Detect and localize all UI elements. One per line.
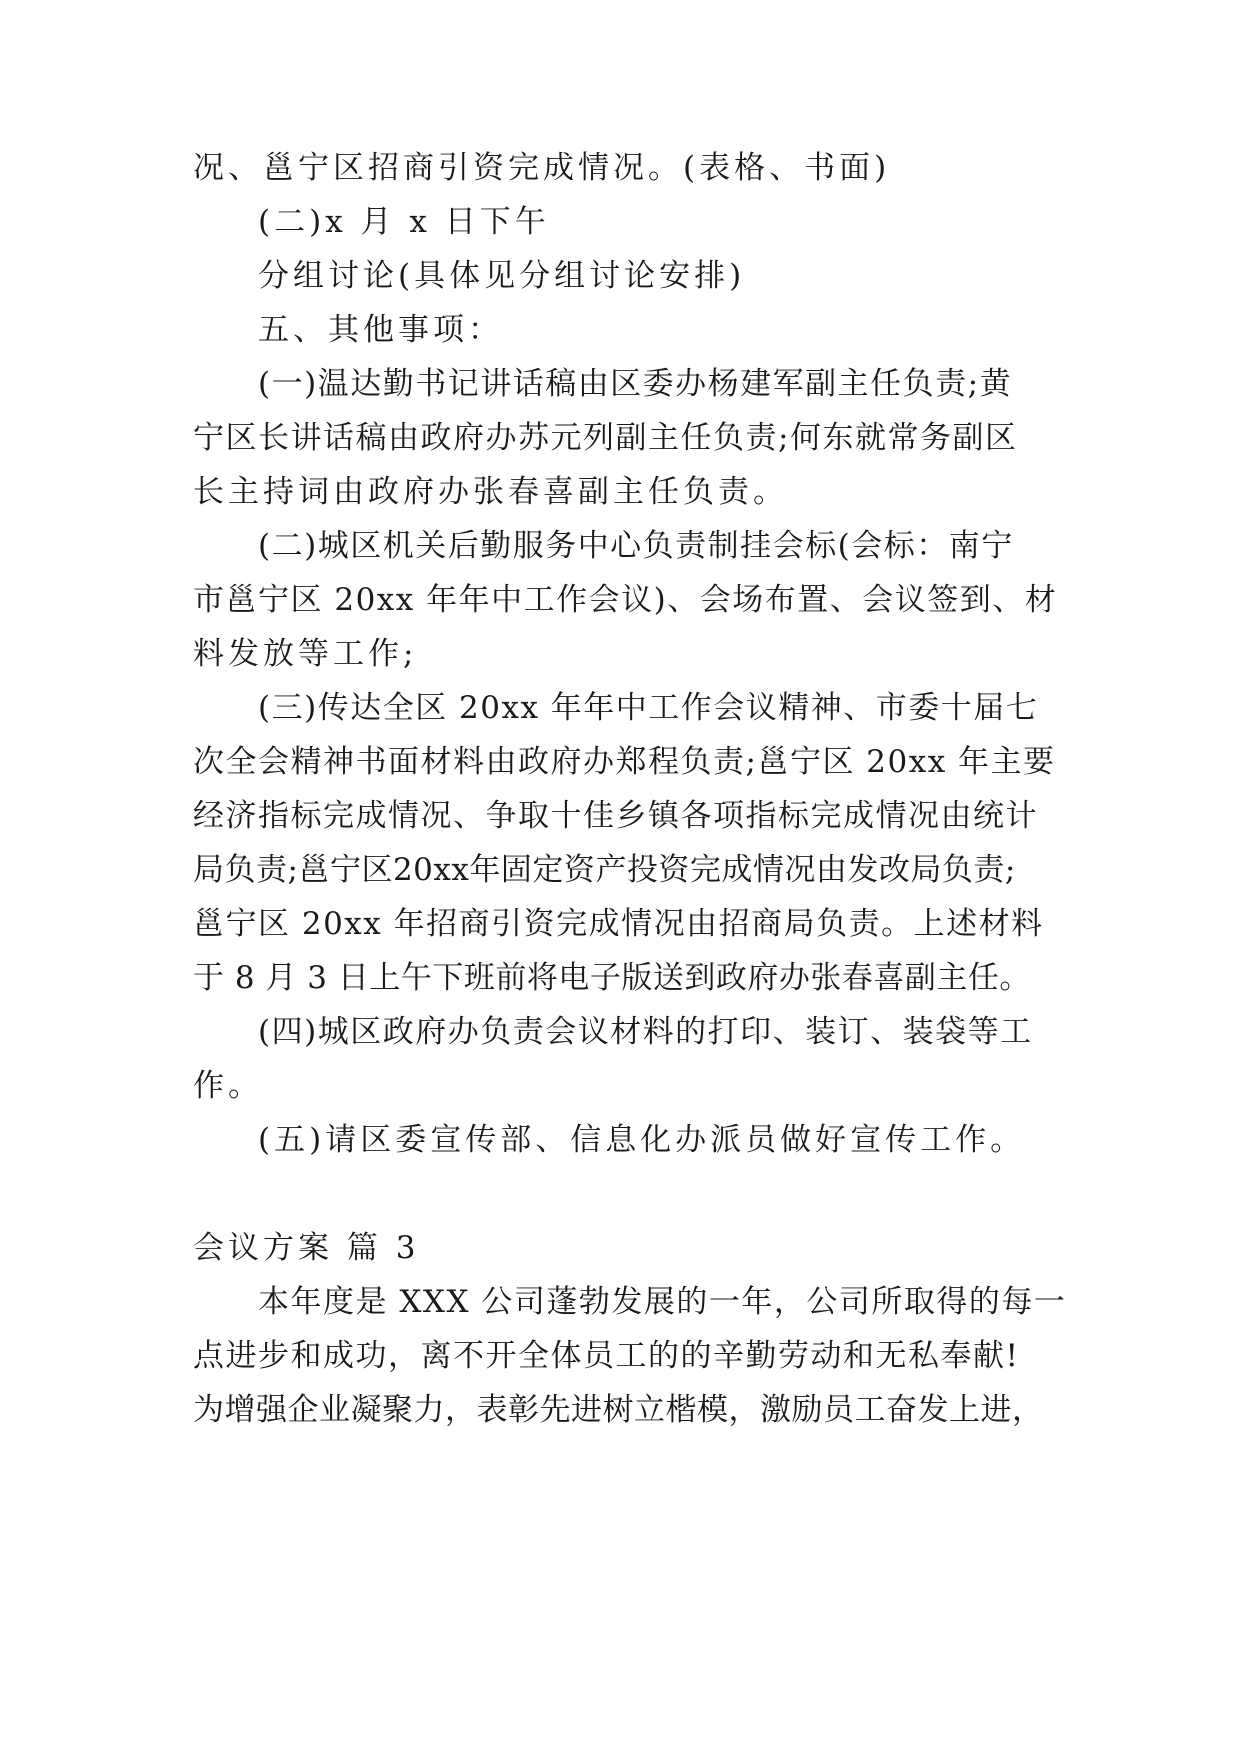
text-line-6: 宁区长讲话稿由政府办苏元列副主任负责;何东就常务副区 (193, 420, 1018, 456)
text-line-22: 点进步和成功，离不开全体员工的的辛勤劳动和无私奉献! (193, 1338, 1020, 1374)
text-line-21: 本年度是 XXX 公司蓬勃发展的一年，公司所取得的每一 (258, 1284, 1067, 1320)
text-line-12: 次全会精神书面材料由政府办郑程负责;邕宁区 20xx 年主要 (193, 744, 1056, 780)
text-line-15: 邕宁区 20xx 年招商引资完成情况由招商局负责。上述材料 (193, 906, 1044, 942)
text-line-10: 料发放等工作; (193, 636, 418, 672)
text-line-11: (三)传达全区 20xx 年年中工作会议精神、市委十届七 (258, 690, 1039, 726)
text-line-8: (二)城区机关后勤服务中心负责制挂会标(会标：南宁 (258, 528, 1014, 564)
text-line-17: (四)城区政府办负责会议材料的打印、装订、装袋等工 (258, 1014, 1033, 1050)
text-line-19: (五)请区委宣传部、信息化办派员做好宣传工作。 (258, 1122, 1026, 1158)
text-line-7: 长主持词由政府办张春喜副主任负责。 (193, 474, 788, 510)
text-line-5: (一)温达勤书记讲话稿由区委办杨建军副主任负责;黄 (258, 366, 1013, 402)
text-line-16: 于 8 月 3 日上午下班前将电子版送到政府办张春喜副主任。 (193, 960, 1031, 996)
text-line-1: 况、邕宁区招商引资完成情况。(表格、书面) (193, 150, 891, 186)
section-title-meeting-plan-3: 会议方案 篇 3 (193, 1230, 420, 1266)
text-line-14: 局负责;邕宁区20xx年固定资产投资完成情况由发改局负责; (193, 852, 1016, 888)
text-line-3: 分组讨论(具体见分组讨论安排) (258, 258, 746, 294)
text-line-13: 经济指标完成情况、争取十佳乡镇各项指标完成情况由统计 (193, 798, 1038, 834)
text-line-23: 为增强企业凝聚力，表彰先进树立楷模，激励员工奋发上进， (193, 1392, 1044, 1428)
text-line-9: 市邕宁区 20xx 年年中工作会议)、会场布置、会议签到、材 (193, 582, 1058, 618)
text-line-2: (二)x 月 x 日下午 (258, 204, 550, 240)
text-line-18: 作。 (193, 1068, 263, 1104)
section-heading-other-matters: 五、其他事项： (258, 312, 503, 348)
